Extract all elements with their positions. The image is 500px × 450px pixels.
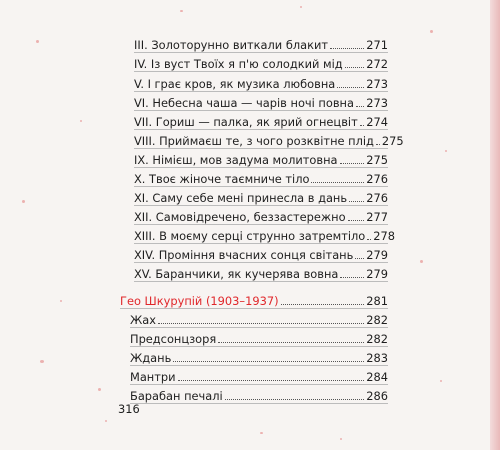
toc-entry-title: VI. Небесна чаша — чарів ночі повна — [134, 96, 354, 110]
toc-entry-title: VIII. Приймаєш те, з чого розквітне плід — [134, 134, 374, 148]
toc-entry-title: X. Твоє жіноче таємниче тіло — [134, 172, 310, 186]
toc-entry-title: XV. Баранчики, як кучерява вовна — [134, 267, 339, 281]
toc-entry — [130, 365, 388, 385]
toc-entry-page: 275 — [366, 153, 388, 167]
leader-dots — [340, 163, 365, 164]
toc-entry-title: VII. Гориш — палка, як ярий огнецвіт — [134, 115, 358, 129]
page-edge-decoration — [490, 0, 500, 450]
toc-entry-title: Предсонцзоря — [130, 332, 217, 346]
leader-dots — [158, 323, 364, 324]
leader-dots — [337, 87, 364, 88]
toc-entry — [134, 205, 388, 225]
toc-entry — [134, 72, 388, 92]
toc-entry — [130, 384, 388, 404]
decorative-speck — [340, 438, 342, 440]
toc-entry-page: 279 — [366, 248, 388, 262]
toc-entry-page: 282 — [366, 332, 388, 346]
toc-entry — [134, 33, 388, 53]
toc-entry-page: 281 — [366, 294, 388, 308]
toc-entry — [130, 346, 388, 366]
toc-entry-page: 283 — [366, 351, 388, 365]
toc-entry-title: Жах — [130, 313, 156, 327]
leader-dots — [340, 277, 364, 278]
toc-entry-title: IV. Із вуст Твоїх я п'ю солодкий мід — [134, 57, 343, 71]
decorative-speck — [260, 432, 263, 434]
toc-entry-title: XIII. В моєму серці струнно затремтіло — [134, 229, 366, 243]
leader-dots — [349, 201, 364, 202]
author-name: Гео Шкурупій (1903–1937) — [120, 294, 279, 308]
toc-entry — [130, 327, 388, 347]
toc-entry-page: 286 — [366, 389, 388, 403]
leader-dots — [355, 258, 364, 259]
leader-dots — [360, 125, 365, 126]
toc-entry — [134, 186, 388, 206]
leader-dots — [218, 342, 364, 343]
toc-author-entry — [120, 289, 388, 309]
toc-entry-title: Барабан печалі — [130, 389, 223, 403]
leader-dots — [178, 380, 365, 381]
leader-dots — [376, 144, 380, 145]
toc-entry-title: XIV. Проміння вчасних сонця світань — [134, 248, 354, 262]
toc-entry-title: Ждань — [130, 351, 172, 365]
leader-dots — [356, 106, 364, 107]
decorative-speck — [60, 300, 62, 302]
decorative-speck — [430, 30, 433, 33]
toc-entry-title: IX. Німієш, мов задума молитовна — [134, 153, 338, 167]
decorative-speck — [105, 420, 107, 422]
leader-dots — [173, 361, 364, 362]
leader-dots — [348, 220, 365, 221]
toc-entry-title: Мантри — [130, 370, 176, 384]
toc-entry-title: XII. Самовідречено, беззастережно — [134, 210, 346, 224]
toc-entry — [134, 129, 404, 149]
toc-entry-page: 273 — [366, 96, 388, 110]
toc-entry-title: XI. Саму себе мені принесла в дань — [134, 191, 348, 205]
toc-entry-page: 274 — [366, 115, 388, 129]
toc-entry-title: III. Золоторунно виткали блакит — [134, 38, 329, 52]
toc-entry-page: 271 — [366, 38, 388, 52]
toc-entry-page: 272 — [366, 57, 388, 71]
leader-dots — [311, 182, 364, 183]
leader-dots — [225, 399, 365, 400]
decorative-speck — [420, 260, 423, 263]
decorative-speck — [22, 200, 25, 203]
page-number: 316 — [118, 402, 140, 416]
toc-entry-page: 273 — [366, 77, 388, 91]
toc-entry-page: 284 — [366, 370, 388, 384]
toc-entry-page: 276 — [366, 172, 388, 186]
leader-dots — [281, 304, 365, 305]
decorative-speck — [180, 10, 183, 12]
toc-entry — [134, 167, 388, 187]
toc-entry-page: 279 — [366, 267, 388, 281]
toc-entry — [130, 308, 388, 328]
toc-entry — [134, 52, 388, 72]
leader-dots — [330, 48, 364, 49]
toc-entry — [134, 91, 388, 111]
toc-entry — [134, 148, 388, 168]
leader-dots — [367, 239, 371, 240]
decorative-speck — [80, 120, 82, 122]
decorative-speck — [300, 6, 302, 8]
decorative-speck — [440, 380, 442, 382]
decorative-speck — [36, 40, 39, 43]
toc-entry-page: 278 — [373, 229, 396, 243]
decorative-speck — [98, 388, 101, 391]
toc-entry — [134, 110, 388, 130]
toc-entry-page: 275 — [381, 134, 404, 148]
leader-dots — [345, 67, 365, 68]
toc-entry-title: V. І грає кров, як музика любовна — [134, 77, 336, 91]
toc-entry — [134, 224, 396, 244]
decorative-speck — [40, 360, 44, 363]
toc-entry — [134, 243, 388, 263]
toc-entry-page: 277 — [366, 210, 388, 224]
toc-entry — [134, 262, 388, 282]
toc-entry-page: 276 — [366, 191, 388, 205]
decorative-speck — [445, 150, 447, 152]
toc-entry-page: 282 — [366, 313, 388, 327]
